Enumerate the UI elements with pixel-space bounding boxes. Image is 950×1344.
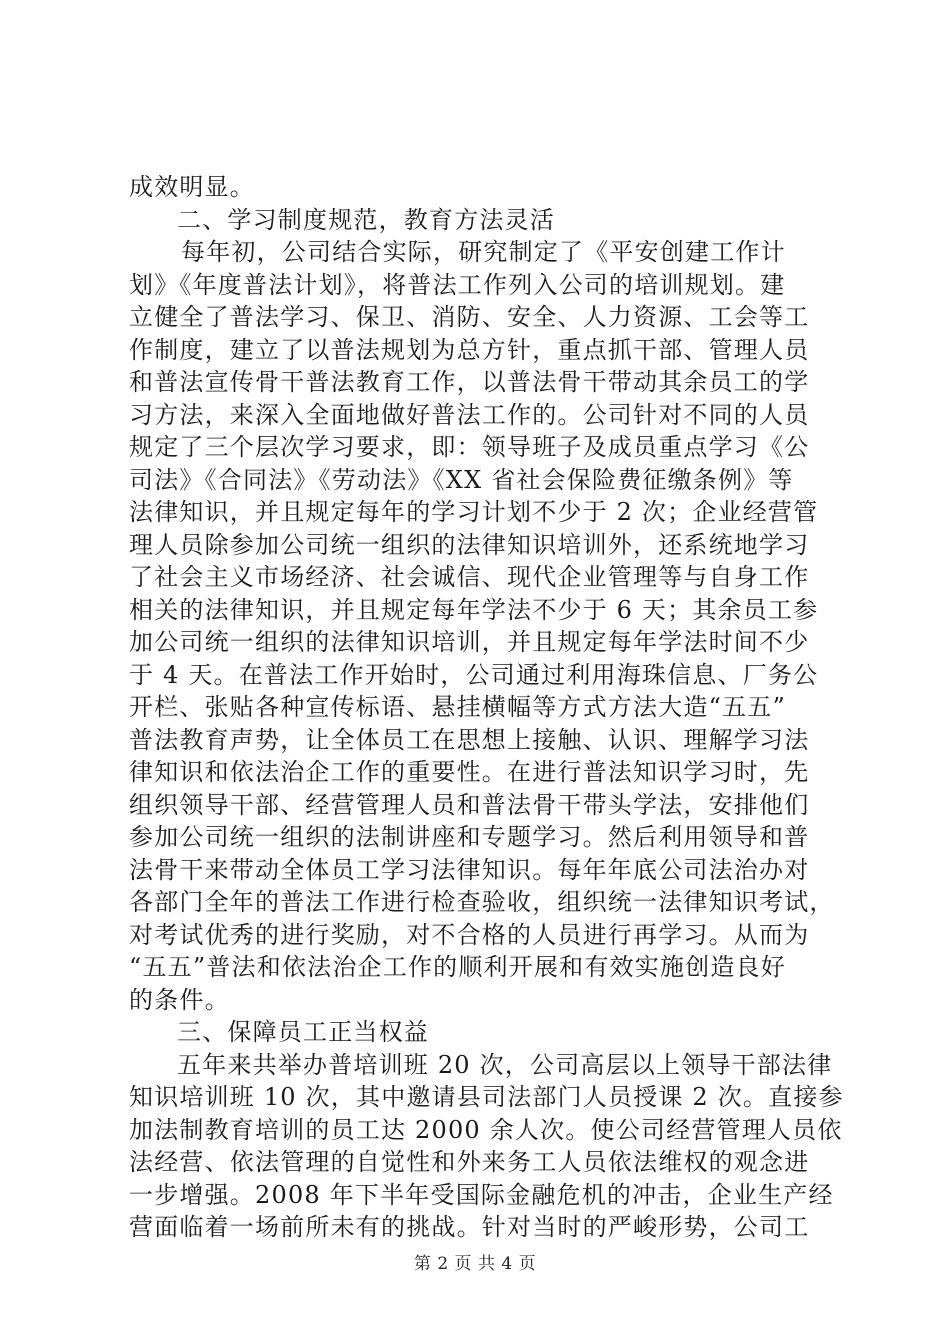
text-line: 司法》《合同法》《劳动法》《XX 省社会保险费征缴条例》等 [129, 465, 794, 494]
text-line: 了社会主义市场经济、社会诚信、现代企业管理等与自身工作 [129, 563, 810, 591]
text-line: 的条件。 [129, 985, 230, 1014]
text-line: 作制度，建立了以普法规划为总方针，重点抓干部、管理人员 [129, 335, 810, 364]
document-body [129, 171, 844, 1244]
text-line: 对考试优秀的进行奖励，对不合格的人员进行再学习。从而为 [129, 920, 810, 949]
text-line: 普法教育声势，让全体员工在思想上接触、认识、理解学习法 [129, 725, 810, 754]
page-number-footer: 第 2 页 共 4 页 [413, 1254, 537, 1274]
text-line: “五五”普法和依法治企工作的顺利开展和有效实施创造良好 [129, 953, 786, 981]
text-line: 划》《年度普法计划》，将普法工作列入公司的培训规划。建 [129, 270, 786, 299]
text-line: 规定了三个层次学习要求，即：领导班子及成员重点学习《公 [129, 433, 810, 461]
text-line: 于 4 天。在普法工作开始时，公司通过利用海珠信息、厂务公 [129, 660, 819, 689]
text-line: 知识培训班 10 次，其中邀请县司法部门人员授课 2 次。直接参 [129, 1083, 844, 1111]
text-line: 和普法宣传骨干普法教育工作，以普法骨干带动其余员工的学 [129, 368, 810, 396]
text-line: 组织领导干部、经营管理人员和普法骨干带头学法，安排他们 [129, 790, 810, 819]
text-line: 开栏、张贴各种宣传标语、悬挂横幅等方式方法大造“五五” [129, 693, 786, 721]
section-heading-2: 二、学习制度规范，教育方法灵活 [177, 205, 555, 234]
text-line: 习方法，来深入全面地做好普法工作的。公司针对不同的人员 [129, 400, 810, 429]
text-line: 法骨干来带动全体员工学习法律知识。每年年底公司法治办对 [129, 855, 810, 884]
text-line: 每年初，公司结合实际，研究制定了《平安创建工作计 [181, 238, 786, 266]
text-line: 参加公司统一组织的法制讲座和专题学习。然后利用领导和普 [129, 823, 810, 851]
text-line: 立健全了普法学习、保卫、消防、安全、人力资源、工会等工 [129, 303, 810, 331]
text-line: 理人员除参加公司统一组织的法律知识培训外，还系统地学习 [129, 530, 810, 559]
text-line: 法律知识，并且规定每年的学习计划不少于 2 次；企业经营管 [129, 498, 819, 526]
text-line: 各部门全年的普法工作进行检查验收，组织统一法律知识考试， [129, 888, 835, 916]
section-heading-3: 三、保障员工正当权益 [177, 1018, 429, 1046]
text-line: 成效明显。 [129, 173, 255, 201]
text-line: 加法制教育培训的员工达 2000 余人次。使公司经营管理人员依 [129, 1115, 843, 1144]
text-line: 律知识和依法治企工作的重要性。在进行普法知识学习时，先 [129, 758, 810, 786]
text-line: 五年来共举办普培训班 20 次，公司高层以上领导干部法律 [177, 1050, 833, 1079]
text-line: 加公司统一组织的法律知识培训，并且规定每年学法时间不少 [129, 628, 810, 656]
text-line: 营面临着一场前所未有的挑战。针对当时的严峻形势，公司工 [129, 1213, 810, 1241]
text-line: 法经营、依法管理的自觉性和外来务工人员依法维权的观念进 [129, 1148, 810, 1176]
text-line: 一步增强。2008 年下半年受国际金融危机的冲击，企业生产经 [129, 1180, 834, 1209]
text-line: 相关的法律知识，并且规定每年学法不少于 6 天；其余员工参 [129, 595, 819, 624]
